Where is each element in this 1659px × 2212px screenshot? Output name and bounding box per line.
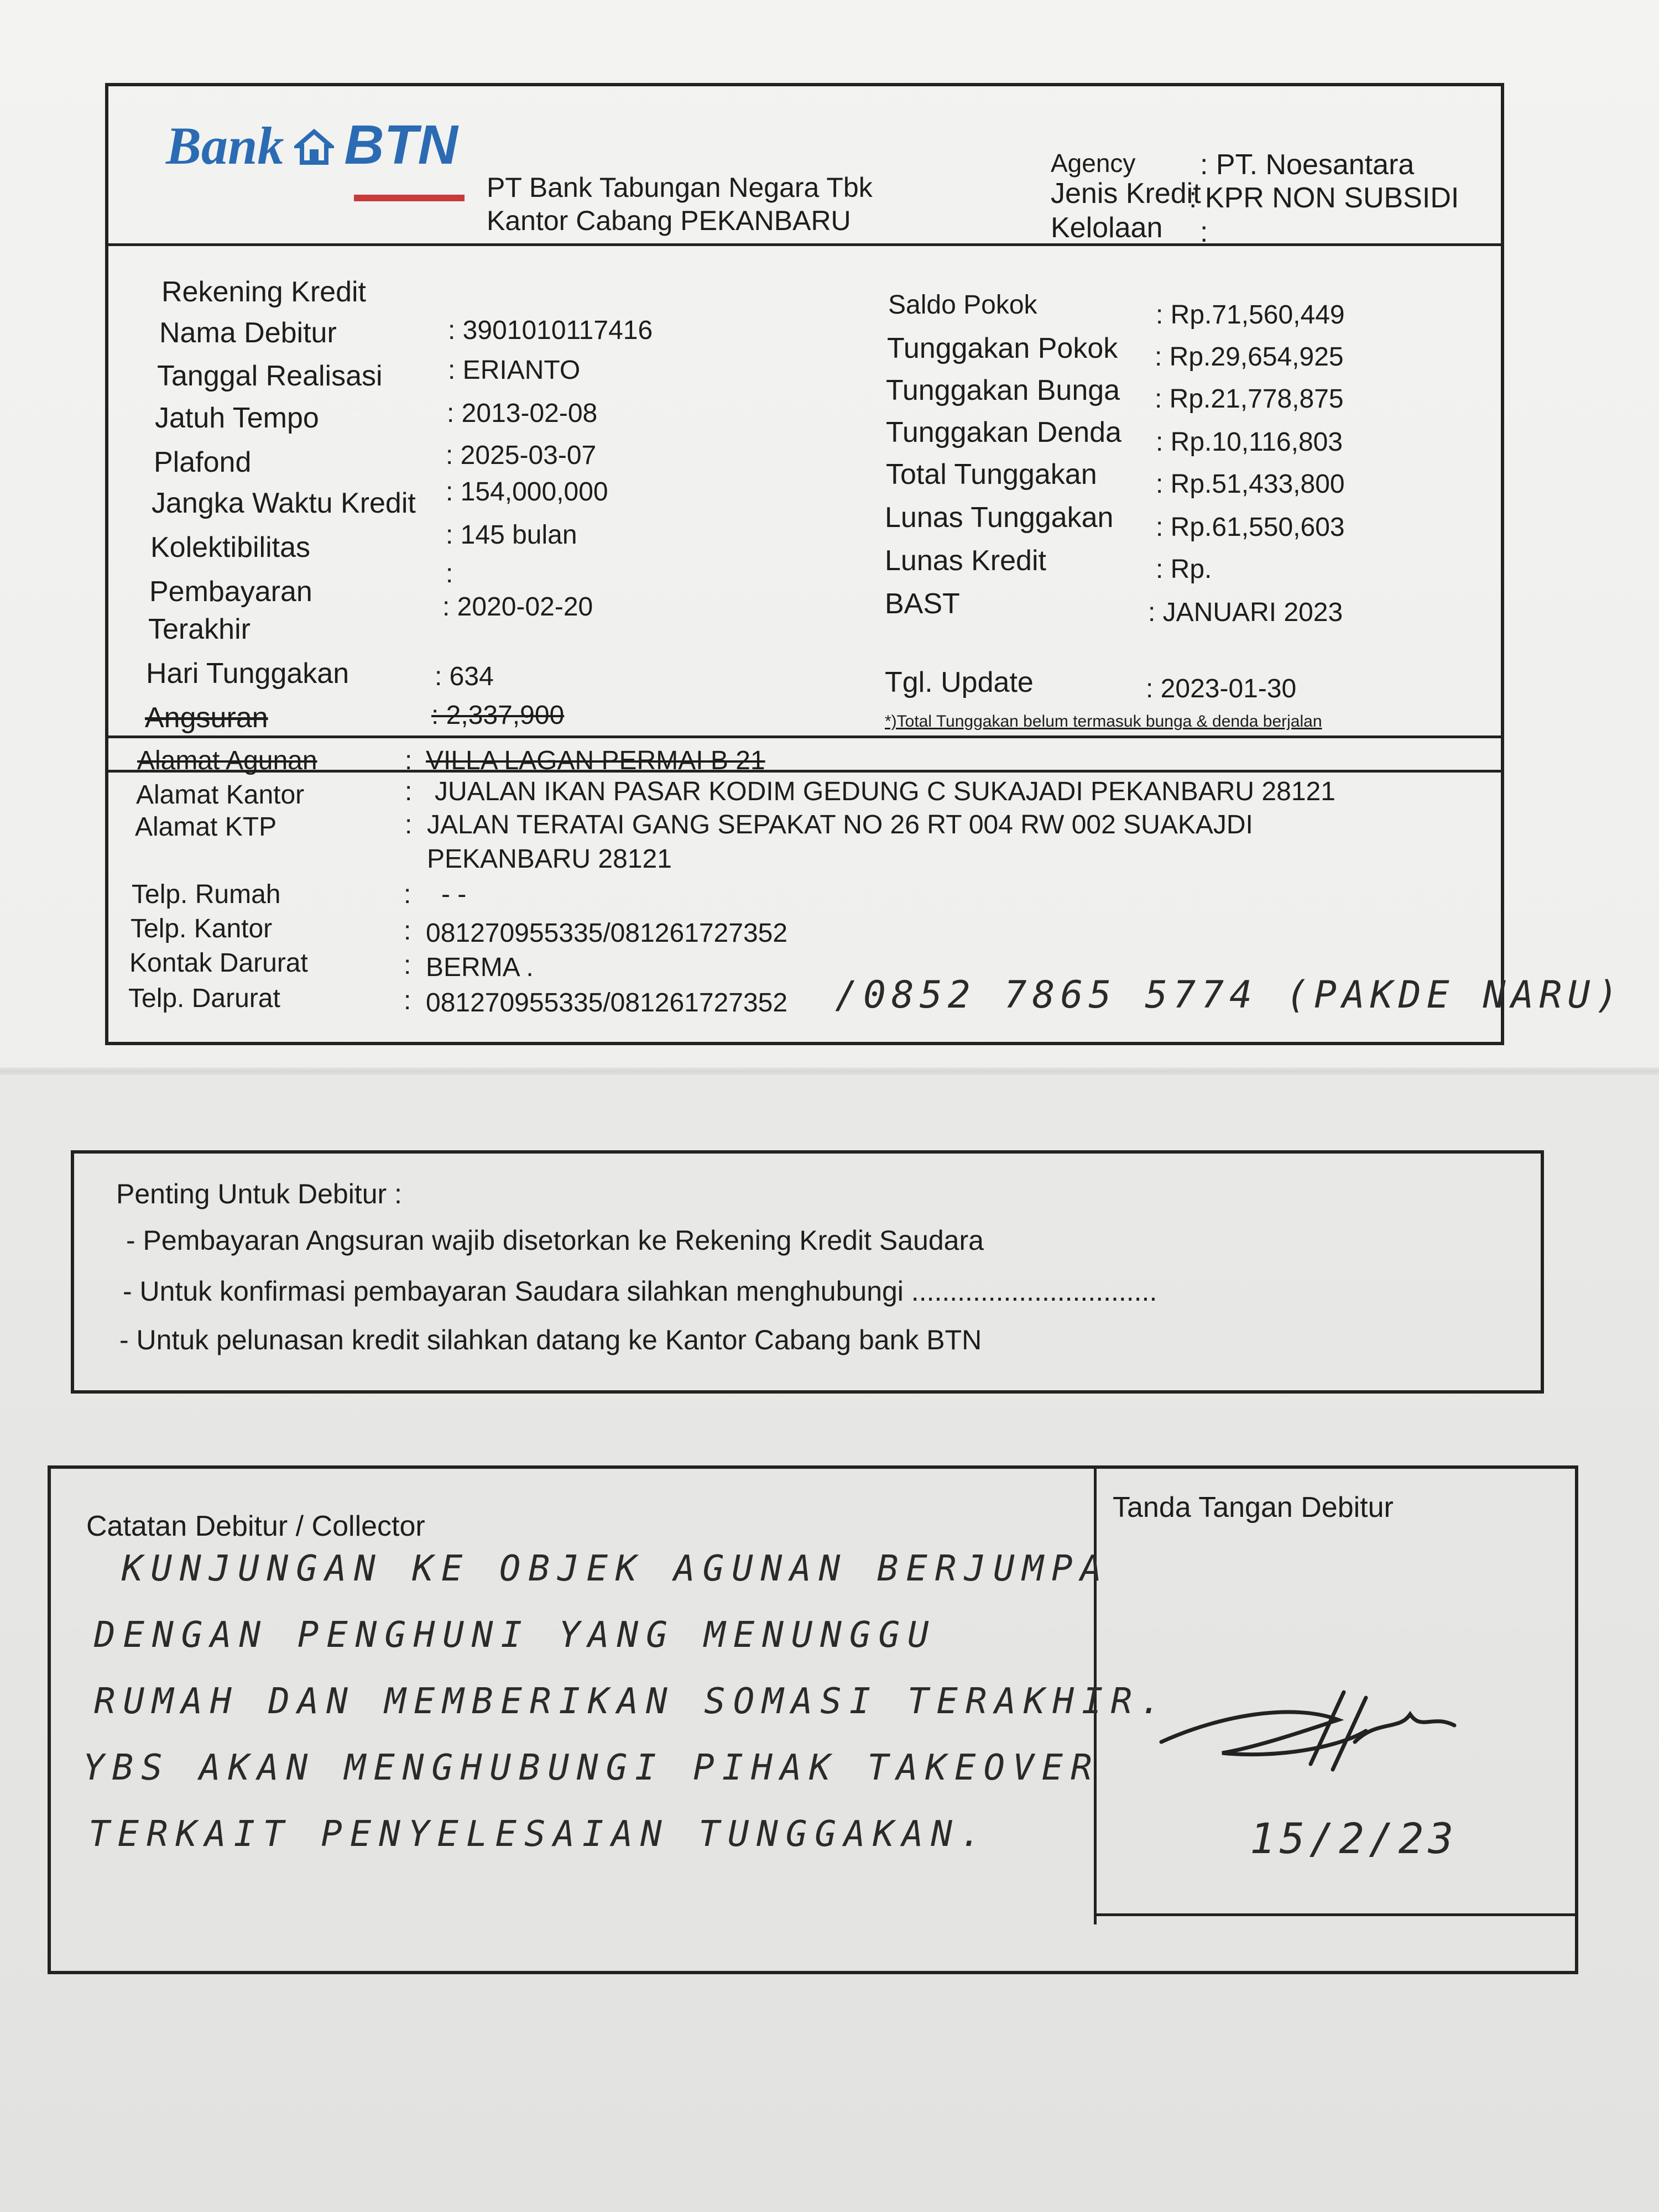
colon: : (404, 880, 411, 909)
notice-item: - Untuk pelunasan kredit silahkan datang ke Kantor Cabang bank BTN (119, 1324, 982, 1355)
field-value-struck: : 2,337,900 (431, 701, 565, 730)
field-value: : 2013-02-08 (447, 399, 598, 428)
signature-title: Tanda Tangan Debitur (1113, 1491, 1394, 1524)
kelolaan-value: : (1200, 216, 1208, 248)
field-value: : 2025-03-07 (446, 441, 597, 470)
house-icon (294, 127, 334, 167)
field-value: : Rp.29,654,925 (1155, 342, 1344, 372)
colon: : (405, 746, 413, 775)
kelolaan-label: Kelolaan (1051, 212, 1163, 244)
phone-label: Telp. Rumah (132, 880, 281, 909)
phone-label: Telp. Darurat (128, 984, 280, 1013)
field-label-struck: Angsuran (145, 702, 268, 734)
field-label: Hari Tunggakan (146, 658, 349, 690)
field-label: Tunggakan Denda (886, 416, 1121, 448)
phone-value: 081270955335/081261727352 (426, 988, 788, 1018)
field-label: Saldo Pokok (888, 290, 1037, 320)
field-label: Pembayaran (149, 576, 312, 608)
address-value: JUALAN IKAN PASAR KODIM GEDUNG C SUKAJADI PEKANBARU 28121 (435, 777, 1335, 806)
handwritten-phone: /0852 7865 5774 (PAKDE NARU) (835, 973, 1624, 1017)
handwritten-note-line: KUNJUNGAN KE OBJEK AGUNAN BERJUMPA (122, 1548, 1110, 1589)
paper-fold (0, 1067, 1659, 1075)
field-label: BAST (885, 588, 960, 620)
address-value: PEKANBARU 28121 (427, 844, 672, 874)
field-label: Jatuh Tempo (155, 402, 319, 434)
field-label: Lunas Tunggakan (885, 502, 1114, 534)
field-label: Tanggal Realisasi (157, 360, 383, 392)
field-value: : JANUARI 2023 (1148, 598, 1343, 627)
field-value: : 3901010117416 (448, 316, 653, 345)
field-value: : Rp.21,778,875 (1155, 384, 1344, 414)
handwritten-note-line: YBS AKAN MENGHUBUNGI PIHAK TAKEOVER (83, 1747, 1100, 1788)
field-label: Tgl. Update (885, 666, 1034, 698)
field-value: : 634 (435, 662, 494, 691)
field-value: : 145 bulan (446, 520, 577, 550)
handwritten-note-line: DENGAN PENGHUNI YANG MENUNGGU (94, 1615, 937, 1656)
signature-date: 15/2/23 (1250, 1814, 1458, 1863)
field-label: Terakhir (148, 613, 251, 645)
phone-label: Telp. Kantor (131, 914, 273, 943)
notice-title: Penting Untuk Debitur : (116, 1178, 402, 1209)
field-label: Nama Debitur (159, 317, 337, 349)
field-value: : 2020-02-20 (442, 592, 593, 622)
notice-item: - Untuk konfirmasi pembayaran Saudara silahkan menghubungi ................................ (123, 1276, 1157, 1307)
field-value: : Rp.51,433,800 (1156, 469, 1345, 499)
phone-value: 081270955335/081261727352 (426, 919, 788, 948)
address-label: Alamat Kantor (136, 780, 305, 810)
footnote: *)Total Tunggakan belum termasuk bunga & denda berjalan (885, 712, 1322, 731)
field-value: : Rp. (1156, 555, 1212, 584)
field-value: : Rp.10,116,803 (1156, 427, 1343, 457)
address-value-struck: VILLA LAGAN PERMAI B 21 (426, 746, 765, 775)
field-label: Plafond (154, 446, 252, 478)
jenis-kredit-label: Jenis Kredit (1051, 178, 1201, 210)
handwritten-note-line: TERKAIT PENYELESAIAN TUNGGAKAN. (88, 1814, 989, 1855)
logo-btn-word: BTN (344, 114, 458, 176)
field-label: Kolektibilitas (150, 531, 311, 564)
agency-label: Agency (1051, 149, 1136, 178)
field-value: : Rp.71,560,449 (1156, 300, 1345, 330)
agency-value: : PT. Noesantara (1200, 149, 1415, 181)
branch-name: Kantor Cabang PEKANBARU (487, 205, 851, 236)
address-label-struck: Alamat Agunan (137, 746, 317, 775)
address-value: JALAN TERATAI GANG SEPAKAT NO 26 RT 004 RW 002 SUAKAJDI (427, 810, 1253, 839)
field-value: : (446, 559, 453, 588)
colon: : (405, 777, 413, 806)
field-label: Total Tunggakan (886, 458, 1097, 491)
colon: : (404, 951, 411, 980)
handwritten-note-line: RUMAH DAN MEMBERIKAN SOMASI TERAKHIR. (94, 1681, 1169, 1722)
bank-logo (166, 113, 458, 177)
colon: : (405, 810, 413, 839)
company-name: PT Bank Tabungan Negara Tbk (487, 172, 873, 203)
field-value: : 154,000,000 (446, 477, 608, 507)
colon: : (404, 986, 411, 1015)
field-label: Tunggakan Bunga (886, 374, 1120, 406)
colon: : (404, 916, 411, 946)
address-label: Alamat KTP (135, 812, 277, 842)
field-label: Tunggakan Pokok (887, 332, 1118, 364)
header-divider (105, 243, 1504, 246)
debtor-signature (1156, 1681, 1465, 1792)
field-value: : Rp.61,550,603 (1156, 513, 1345, 542)
notes-title: Catatan Debitur / Collector (86, 1510, 425, 1542)
field-label: Jangka Waktu Kredit (152, 487, 416, 519)
field-label: Lunas Kredit (885, 545, 1046, 577)
field-value: : 2023-01-30 (1146, 674, 1297, 703)
jenis-kredit-value: : KPR NON SUBSIDI (1189, 182, 1459, 214)
notes-bottom-line (1094, 1913, 1578, 1916)
field-value: : ERIANTO (448, 356, 581, 385)
contact-label: Kontak Darurat (129, 948, 308, 978)
phone-value: - - (441, 880, 467, 909)
address-divider-top (105, 735, 1504, 738)
notice-item: - Pembayaran Angsuran wajib disetorkan ke Rekening Kredit Saudara (126, 1225, 984, 1256)
logo-bank-word: Bank (166, 116, 284, 175)
field-label: Rekening Kredit (161, 276, 366, 308)
logo-underline (354, 195, 465, 201)
contact-value: BERMA . (426, 953, 534, 982)
